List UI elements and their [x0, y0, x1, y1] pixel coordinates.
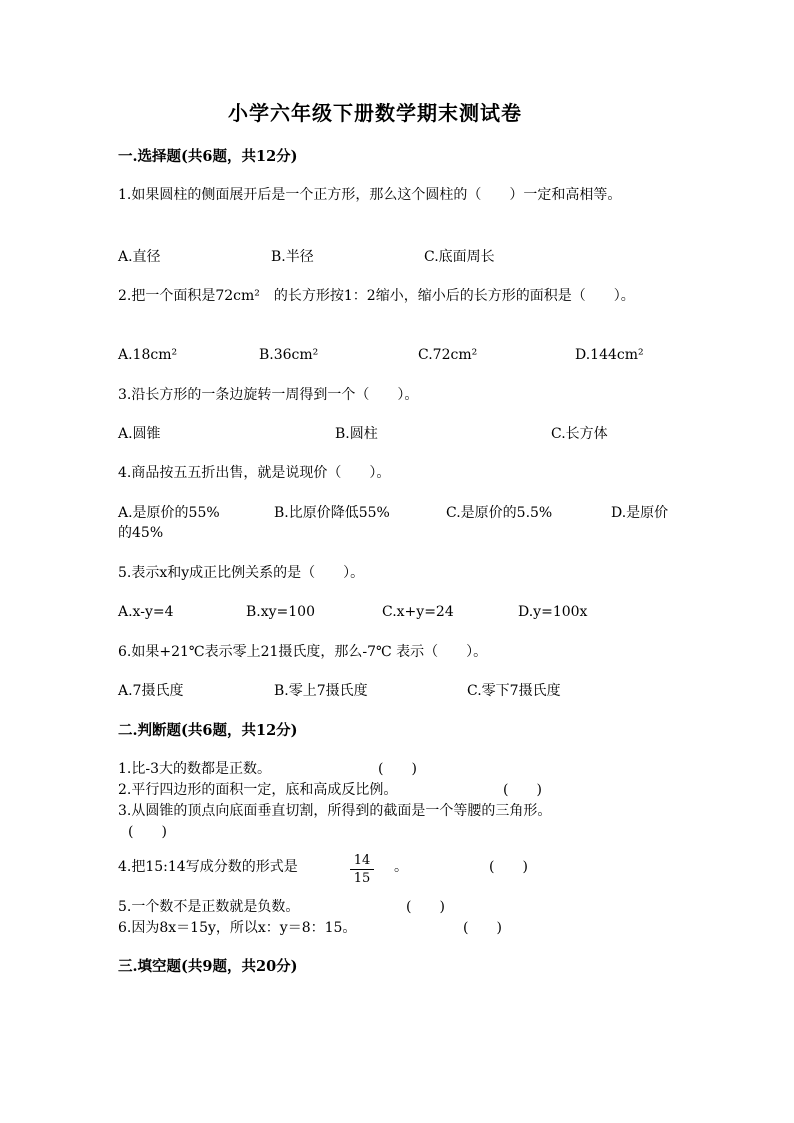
s1-q1-option-b: B.半径: [271, 249, 314, 265]
s1-q5-stem: 5.表示x和y成正比例关系的是（ ）。: [118, 565, 365, 581]
fraction-numerator: 14: [350, 853, 374, 870]
s1-q3-option-c: C.长方体: [551, 426, 608, 442]
s1-q6-stem: 6.如果+21℃表示零上21摄氏度，那么-7℃ 表示（ ）。: [118, 644, 488, 660]
s1-q1-option-a: A.直径: [118, 249, 161, 265]
s1-q6-option-b: B.零上7摄氏度: [274, 683, 368, 699]
s2-q4-tail: 。: [394, 859, 408, 875]
s1-q3-stem: 3.沿长方形的一条边旋转一周得到一个（ ）。: [118, 387, 419, 403]
s2-q6-paren: ( ): [463, 920, 502, 936]
s1-q2-option-d: D.144cm²: [575, 347, 644, 363]
fraction-denominator: 15: [353, 871, 371, 886]
s2-q4-fraction: [350, 853, 374, 886]
s2-q5-paren: ( ): [406, 899, 445, 915]
s2-q6-stem: 6.因为8x＝15y，所以x：y＝8：15。: [118, 920, 357, 936]
s2-q3-stem: 3.从圆锥的顶点向底面垂直切割，所得到的截面是一个等腰的三角形。: [118, 803, 552, 819]
s1-q6-option-a: A.7摄氏度: [118, 683, 184, 699]
s2-q1-paren: ( ): [378, 761, 417, 777]
s1-q5-option-a: A.x-y=4: [118, 604, 174, 620]
section1-heading: 一.选择题(共6题，共12分): [118, 148, 298, 165]
s1-q3-option-b: B.圆柱: [335, 426, 378, 442]
s1-q3-option-a: A.圆锥: [118, 426, 161, 442]
s2-q2-paren: ( ): [503, 782, 542, 798]
s1-q2-stem: 2.把一个面积是72cm² 的长方形按1：2缩小，缩小后的长方形的面积是（ ）。: [118, 288, 635, 304]
exam-title: 小学六年级下册数学期末测试卷: [228, 101, 522, 125]
s1-q5-option-c: C.x+y=24: [382, 604, 454, 620]
section2-heading: 二.判断题(共6题，共12分): [118, 722, 298, 739]
s1-q4-option-d: D.是原价的45%: [118, 505, 669, 541]
s2-q4-stem: 4.把15:14写成分数的形式是: [118, 859, 298, 875]
s1-q6-option-c: C.零下7摄氏度: [467, 683, 561, 699]
s1-q4-option-b: B.比原价降低55%: [274, 505, 390, 521]
s1-q5-option-d: D.y=100x: [518, 604, 588, 620]
s1-q1-option-c: C.底面周长: [424, 249, 495, 265]
s1-q5-option-b: B.xy=100: [246, 604, 315, 620]
s2-q5-stem: 5.一个数不是正数就是负数。: [118, 899, 300, 915]
s2-q1-stem: 1.比-3大的数都是正数。: [118, 761, 271, 777]
s1-q2-option-a: A.18cm²: [118, 347, 178, 363]
s2-q2-stem: 2.平行四边形的面积一定，底和高成反比例。: [118, 782, 398, 798]
s1-q2-option-b: B.36cm²: [259, 347, 319, 363]
s2-q3-paren: ( ): [128, 824, 167, 840]
s1-q4-option-a: A.是原价的55%: [118, 505, 220, 521]
s1-q4-option-c: C.是原价的5.5%: [446, 505, 553, 521]
s2-q4-paren: ( ): [489, 859, 528, 875]
section3-heading: 三.填空题(共9题，共20分): [118, 958, 298, 975]
s1-q1-stem: 1.如果圆柱的侧面展开后是一个正方形，那么这个圆柱的（ ）一定和高相等。: [118, 187, 622, 203]
s1-q2-option-c: C.72cm²: [418, 347, 478, 363]
s1-q4-stem: 4.商品按五五折出售，就是说现价（ ）。: [118, 465, 391, 481]
